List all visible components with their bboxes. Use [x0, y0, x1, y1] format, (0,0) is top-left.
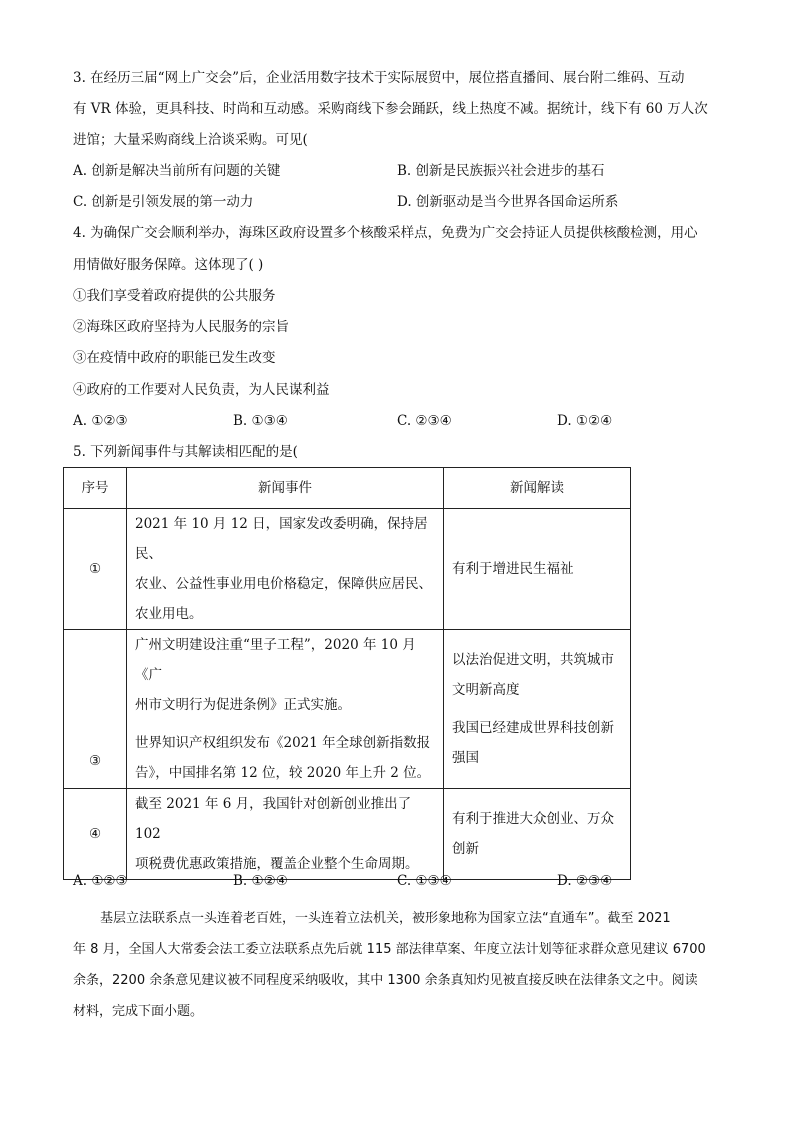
material-line: 余条，2200 余条意见建议被不同程度采纳吸收，其中 1300 余条真知灼见被直接反映在法律条文之中。阅读 [73, 973, 698, 988]
q4-stem-line-2: 用情做好服务保障。这体现了( ) [73, 257, 264, 273]
q4-option-d: D. ①②④ [557, 413, 613, 429]
q4-option-b: B. ①③④ [233, 413, 288, 429]
q4-stem-line-1: 4. 为确保广交会顺利举办，海珠区政府设置多个核酸采样点，免费为广交会持证人员提供核酸检测，用心 [73, 225, 698, 241]
q3-option-a: A. 创新是解决当前所有问题的关键 [73, 163, 281, 179]
event-line: 项税费优惠政策措施，覆盖企业整个生命周期。 [135, 856, 419, 872]
q4-item-1: ①我们享受着政府提供的公共服务 [73, 288, 276, 304]
q4-item-4: ④政府的工作要对人民负责，为人民谋利益 [73, 382, 330, 398]
q4-item-2: ②海珠区政府坚持为人民服务的宗旨 [73, 319, 289, 335]
header-interpretation: 新闻解读 [444, 468, 631, 509]
row-number: ③ [64, 630, 127, 789]
header-number: 序号 [64, 468, 127, 509]
interp-line: 强国 [452, 750, 479, 766]
q5-option-a: A. ①②③ [73, 873, 128, 889]
news-event [127, 789, 444, 880]
interp-line: 以法治促进文明，共筑城市 [452, 652, 614, 668]
reading-material [73, 903, 723, 1027]
event-line: 世界知识产权组织发布《2021 年全球创新指数报 [135, 735, 431, 751]
event-line: 农业、公益性事业用电价格稳定，保障供应居民、 [135, 576, 432, 592]
q3-stem-line-2: 有 VR 体验，更具科技、时尚和互动感。采购商线下参会踊跃，线上热度不减。据统计，线下有 60 万人次 [73, 101, 708, 117]
table-row [64, 509, 631, 630]
q4-option-a: A. ①②③ [73, 413, 128, 429]
news-interpretation [444, 630, 631, 789]
q3-option-d: D. 创新驱动是当今世界各国命运所系 [397, 194, 619, 210]
q3-option-c: C. 创新是引领发展的第一动力 [73, 194, 254, 210]
event-line: 农业用电。 [135, 606, 203, 622]
row-number: ① [64, 509, 127, 630]
news-interpretation [444, 789, 631, 880]
news-event [127, 509, 444, 630]
q3-stem-line-1: 3. 在经历三届“网上广交会”后，企业活用数字技术于实际展贸中，展位搭直播间、展台附二维码、互动 [73, 70, 685, 86]
event-line: 广州文明建设注重“里子工程”，2020 年 10 月《广 [135, 637, 416, 683]
q4-option-c: C. ②③④ [397, 413, 452, 429]
interp-line: 创新 [452, 841, 479, 857]
news-event [127, 630, 444, 789]
event-line: 2021 年 10 月 12 日，国家发改委明确，保持居民、 [135, 516, 428, 562]
news-table [63, 467, 631, 880]
header-event: 新闻事件 [127, 468, 444, 509]
q3-option-b: B. 创新是民族振兴社会进步的基石 [397, 163, 605, 179]
interp-line: 有利于增进民生福祉 [452, 561, 574, 577]
q4-item-3: ③在疫情中政府的职能已发生改变 [73, 350, 276, 366]
event-line: 州市文明行为促进条例》正式实施。 [135, 697, 351, 713]
q5-stem: 5. 下列新闻事件与其解读相匹配的是( [73, 444, 298, 460]
interp-line: 我国已经建成世界科技创新 [452, 720, 614, 736]
interp-line: 有利于推进大众创业、万众 [452, 811, 614, 827]
table-row [64, 789, 631, 880]
news-interpretation [444, 509, 631, 630]
material-line: 年 8 月，全国人大常委会法工委立法联系点先后就 115 部法律草案、年度立法计划等征求群众意见建议 6700 [73, 942, 706, 957]
interp-line: 文明新高度 [452, 682, 520, 698]
table-header-row [64, 468, 631, 509]
row-number: ④ [64, 789, 127, 880]
table-row [64, 630, 631, 789]
q5-option-b: B. ①②④ [233, 873, 288, 889]
q5-option-c: C. ①③④ [397, 873, 452, 889]
material-line: 基层立法联系点一头连着老百姓，一头连着立法机关，被形象地称为国家立法“直通车”。截至 2021 [100, 911, 671, 926]
event-line: 截至 2021 年 6 月，我国针对创新创业推出了 102 [135, 796, 412, 842]
q3-stem-line-3: 进馆；大量采购商线上洽谈采购。可见( [73, 132, 308, 148]
material-line: 材料，完成下面小题。 [73, 1004, 204, 1019]
event-line: 告》，中国排名第 12 位，较 2020 年上升 2 位。 [135, 765, 431, 781]
q5-option-d: D. ②③④ [557, 873, 613, 889]
